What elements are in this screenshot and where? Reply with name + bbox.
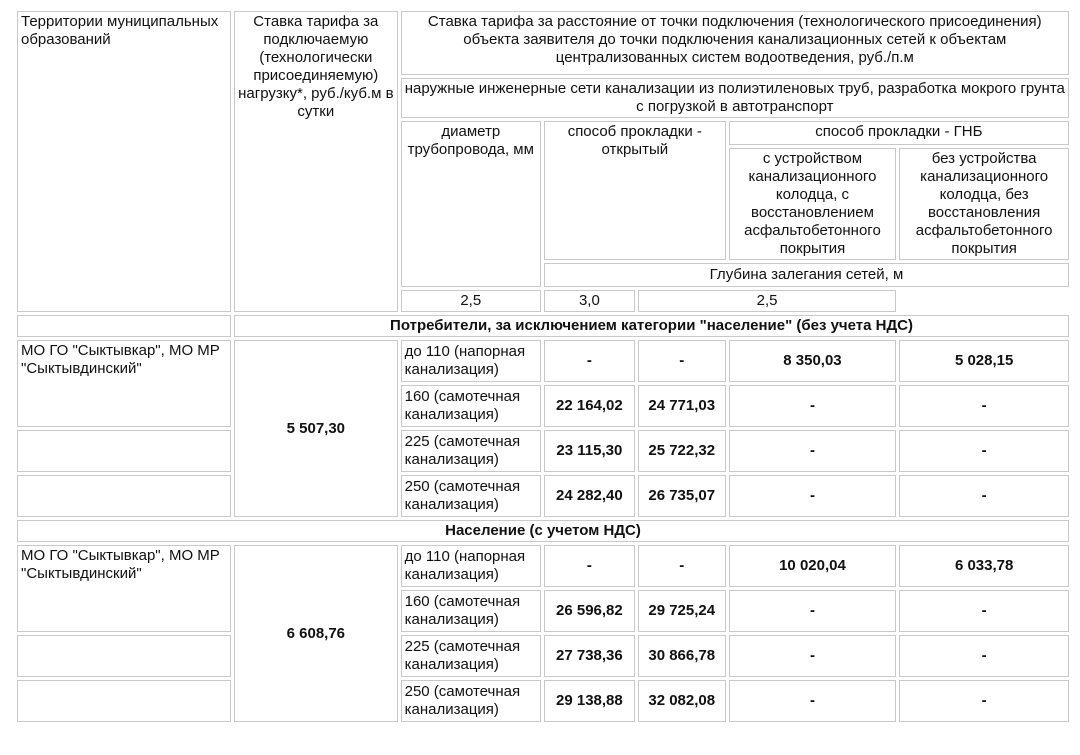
hdd-well-value: - [729,680,897,722]
hdd-well-value: 8 350,03 [729,340,897,382]
open-30-value: 25 722,32 [638,430,726,472]
hdd-nowell-value: - [899,635,1069,677]
open-30-value: 32 082,08 [638,680,726,722]
open-30-value: 29 725,24 [638,590,726,632]
open-30-value: 26 735,07 [638,475,726,517]
hdd-well-value: 10 020,04 [729,545,897,587]
open-25-value: 26 596,82 [544,590,635,632]
hdd-well-value: - [729,385,897,427]
hdd-nowell-value: 5 028,15 [899,340,1069,382]
diameter-cell: 160 (самотечная канализация) [401,590,541,632]
open-25-value: - [544,545,635,587]
diameter-cell: 225 (самотечная канализация) [401,430,541,472]
header-territories: Территории муниципальных образований [17,11,231,312]
open-30-value: - [638,545,726,587]
header-external-networks: наружные инженерные сети канализации из полиэтиленовых труб, разработка мокрого грунта с погрузкой в автотранспорт [401,78,1069,118]
open-25-value: 27 738,36 [544,635,635,677]
territory-empty-cell [17,430,231,472]
header-with-well: с устройством канализационного колодца, с восстановлением асфальтобетонного покрытия [729,148,897,260]
territory-cell: МО ГО "Сыктывкар", МО МР "Сыктывдинский" [17,545,231,632]
hdd-well-value: - [729,475,897,517]
territory-empty-cell [17,475,231,517]
territory-cell: МО ГО "Сыктывкар", МО МР "Сыктывдинский" [17,340,231,427]
open-30-value: 24 771,03 [638,385,726,427]
territory-empty-cell [17,635,231,677]
section-spacer [17,315,231,337]
section-title: Потребители, за исключением категории "население" (без учета НДС) [234,315,1069,337]
rate-connect-value: 5 507,30 [234,340,398,517]
open-25-value: - [544,340,635,382]
header-depth-hdd: 2,5 [638,290,896,312]
diameter-cell: 160 (самотечная канализация) [401,385,541,427]
hdd-well-value: - [729,430,897,472]
open-30-value: 30 866,78 [638,635,726,677]
diameter-cell: 250 (самотечная канализация) [401,475,541,517]
hdd-nowell-value: - [899,430,1069,472]
diameter-cell: до 110 (напорная канализация) [401,340,541,382]
header-rate-connect: Ставка тарифа за подключаемую (технологически присоединяемую) нагрузку*, руб./куб.м в сутки [234,11,398,312]
diameter-cell: до 110 (напорная канализация) [401,545,541,587]
header-depth-open-1: 2,5 [401,290,541,312]
open-25-value: 22 164,02 [544,385,635,427]
open-25-value: 29 138,88 [544,680,635,722]
rate-connect-value: 6 608,76 [234,545,398,722]
header-pipe-diameter: диаметр трубопровода, мм [401,121,541,287]
diameter-cell: 250 (самотечная канализация) [401,680,541,722]
header-method-open: способ прокладки - открытый [544,121,726,260]
header-rate-distance: Ставка тарифа за расстояние от точки подключения (технологического присоединения) объекта заявителя до точки подключения канализационных сетей к объектам централизованных систем водоотведения, руб./п.м [401,11,1069,75]
hdd-well-value: - [729,635,897,677]
open-25-value: 24 282,40 [544,475,635,517]
header-depth-open-2: 3,0 [544,290,635,312]
hdd-nowell-value: - [899,590,1069,632]
section-title: Население (с учетом НДС) [17,520,1069,542]
hdd-well-value: - [729,590,897,632]
tariff-table [14,8,1072,725]
header-method-hdd: способ прокладки - ГНБ [729,121,1069,145]
hdd-nowell-value: 6 033,78 [899,545,1069,587]
diameter-cell: 225 (самотечная канализация) [401,635,541,677]
header-depth: Глубина залегания сетей, м [544,263,1069,287]
hdd-nowell-value: - [899,385,1069,427]
open-25-value: 23 115,30 [544,430,635,472]
open-30-value: - [638,340,726,382]
hdd-nowell-value: - [899,680,1069,722]
hdd-nowell-value: - [899,475,1069,517]
territory-empty-cell [17,680,231,722]
header-without-well: без устройства канализационного колодца, без восстановления асфальтобетонного покрытия [899,148,1069,260]
